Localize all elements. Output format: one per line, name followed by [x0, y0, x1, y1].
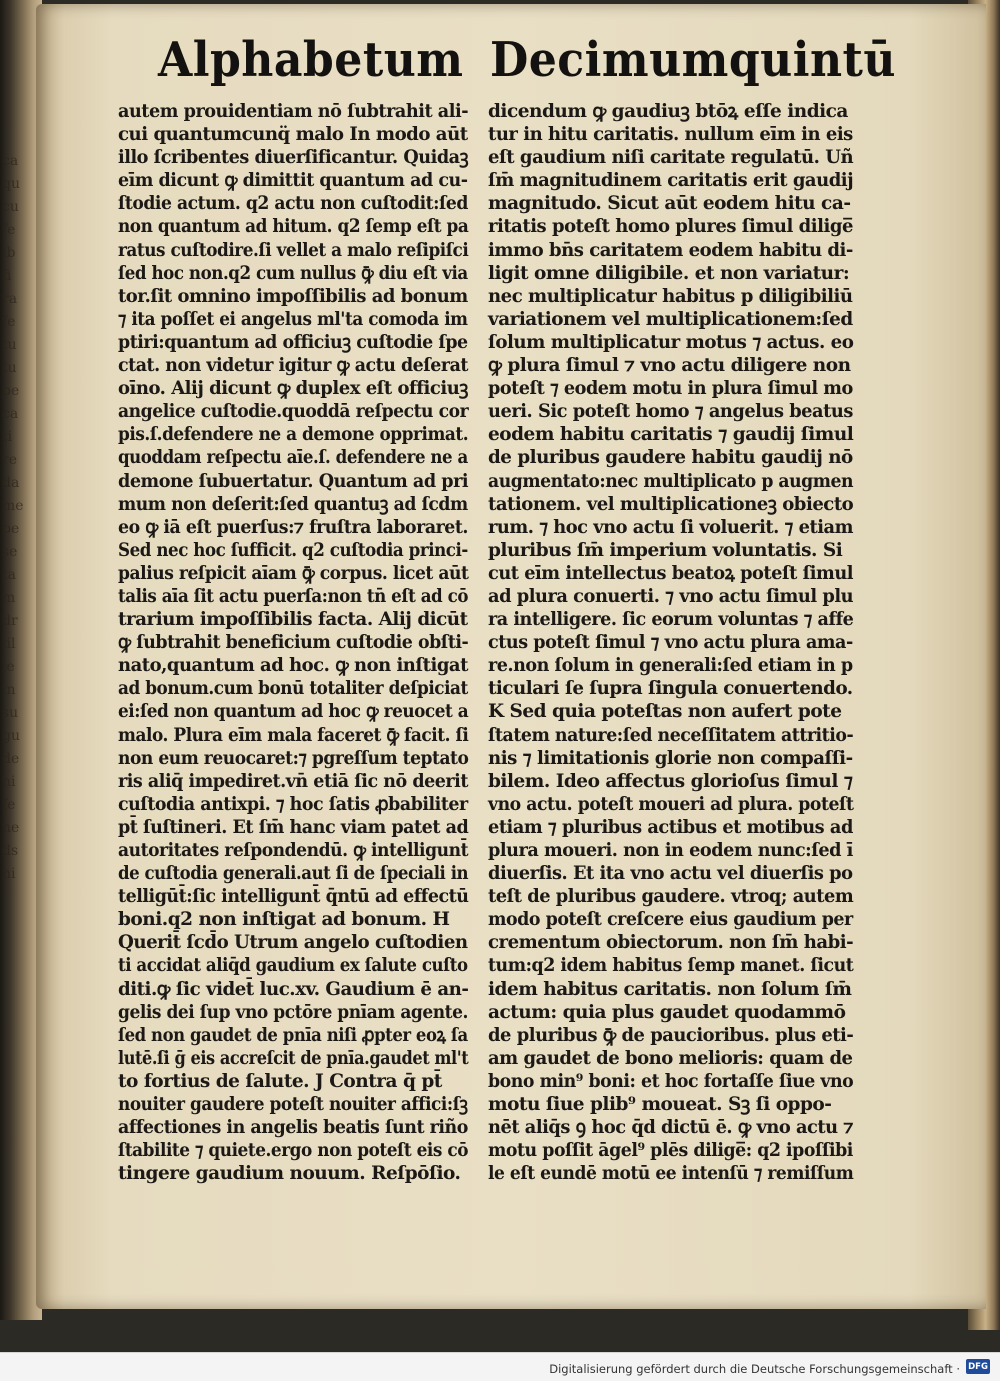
funding-credit: Digitalisierung gefördert durch die Deutsche Forschungsgemeinschaft · — [549, 1362, 960, 1376]
fore-edge-fragment: fi — [2, 268, 12, 284]
text-line: ad plura conuerti. ⁊ vno actu ſimul plu — [488, 585, 854, 607]
text-line: ad bonum.cum bonū totaliter deſpiciat — [118, 678, 468, 700]
text-line: tingere gaudium nouum. Reſpōſio. — [118, 1163, 461, 1185]
text-line: modo poteſt creſcere eius gaudium per — [488, 909, 853, 931]
text-line: ſed non gaudet de pnīa niſi ꝓpter eoꝝ ſa — [118, 1024, 468, 1046]
text-line: nato,quantum ad hoc. ꝙ non inſtigat — [118, 655, 468, 677]
text-line: variationem vel multiplicationem:ſed — [488, 308, 853, 330]
text-line: ⁊ ita poſſet ei angelus ml'ta comoda im — [118, 308, 468, 330]
text-line: nouiter gaudere poteſt nouiter affici:ſꝫ — [118, 1094, 468, 1116]
text-line: de pluribus gaudere habitu gaudij nō — [488, 447, 853, 469]
text-line: teſt de pluribus gaudere. vtroq; autem — [488, 886, 854, 908]
text-line: crementum obiectorum. non ſm̄ habi- — [488, 932, 854, 954]
fore-edge-fragment: be — [2, 521, 20, 537]
text-line: diti.ꝙ ſic videt̄ luc.xv. Gaudium ē an- — [118, 978, 469, 1000]
fore-edge-fragment: m — [2, 590, 16, 606]
fore-edge-fragment: me — [2, 498, 24, 514]
fore-edge-fragment: qu — [2, 176, 20, 192]
text-line: eo ꝙ iā eſt puerſus:⁊ fruſtra laboraret. — [118, 516, 468, 538]
text-line: nēt aliq̄s ꝯ hoc q̄d dictū ē. ꝙ vno actu ⁊ — [488, 1117, 854, 1139]
text-line: ſtatem nature:ſed neceſſitatem attritio- — [488, 724, 854, 746]
text-line: ſm̄ magnitudinem caritatis erit gaudij — [488, 170, 854, 192]
running-head-right: Decimumquintū — [490, 32, 896, 88]
fore-edge-fragment: ib — [2, 245, 16, 261]
text-line: motu ſiue plib⁹ moueat. Sꝫ ſi oppo- — [488, 1094, 832, 1116]
text-line: vno actu. poteſt moueri ad plura. poteſt — [488, 793, 854, 815]
text-line: tum:q2 idem habitus ſemp manet. ſicut — [488, 955, 854, 977]
text-line: cui quantumcunq̈ malo In modo aūt — [118, 124, 468, 146]
text-line: eſt gaudium niſi caritate regulatū. Uñ — [488, 147, 854, 169]
text-line: bono min⁹ boni: et hoc fortaſſe ſiue vno — [488, 1070, 854, 1092]
text-line: malo. Plura eīm mala faceret ꝙ̄ facit. ſi — [118, 724, 469, 746]
fore-edge-fragment: se — [2, 544, 18, 560]
fore-edge-fragment: gu — [2, 728, 20, 744]
dfg-logo: DFG — [966, 1359, 990, 1374]
text-line: de pluribus ꝙ̄ de paucioribus. plus eti- — [488, 1024, 854, 1046]
text-line: affectiones in angelis beatis ſunt riño — [118, 1117, 468, 1139]
fore-edge-fragment: dr — [2, 613, 18, 629]
fore-edge-fragment: fe — [2, 222, 16, 238]
text-column-right — [488, 100, 853, 1185]
fore-edge-fragment: in — [2, 682, 16, 698]
text-line: ꝙ ſubtrahit beneficium cuſtodie obſti- — [118, 632, 469, 654]
text-line: angelice cuſtodie.quoddā reſpectu cor — [118, 401, 469, 423]
text-line: etiam ⁊ pluribus actibus et motibus ad — [488, 816, 853, 838]
fore-edge-fragment: le — [2, 659, 15, 675]
text-line: motu poſſit āgel⁹ plēs dilige̅: q2 ipoſſibi — [488, 1140, 853, 1162]
text-line: plura moueri. non in eodem nunc:ſed ī — [488, 840, 853, 861]
text-line: gelis dei ſup vno pctōre pnīam agente. — [118, 1001, 468, 1023]
fore-edge-fragment: su — [2, 705, 19, 721]
fore-edge-fragment: lil — [2, 636, 16, 652]
fore-edge-fragment: ds — [2, 843, 19, 859]
text-line: actum: quia plus gaudet quodammō — [488, 1001, 846, 1023]
text-line: ritatis poteſt homo plures ſimul dilige̅ — [488, 216, 853, 238]
text-line: ra intelligere. ſic eorum voluntas ⁊ affe — [488, 609, 854, 631]
text-line: dicendum ꝙ gaudiuꝫ btōꝝ eſſe indica — [488, 101, 848, 122]
fore-edge-fragment: ca — [2, 406, 19, 422]
text-line: non eum reuocaret:⁊ pgreſſum teptato — [118, 747, 469, 769]
fore-edge-fragment: cu — [2, 199, 19, 215]
text-line: eīm dicunt ꝙ dimittit quantum ad cu- — [118, 170, 468, 192]
text-line: ris aliq̄ impediret.vn̄ etiā ſic nō deerit — [118, 770, 468, 792]
text-line: ctat. non videtur igitur ꝙ actu deſerat — [118, 355, 468, 377]
fore-edge-fragment: da — [2, 475, 20, 491]
text-line: autoritates reſpondendū. ꝙ intelligunt̄ — [118, 840, 469, 861]
text-line: nis ⁊ limitationis glorie non compaſſi- — [488, 747, 853, 769]
text-line: ſed hoc non.q2 cum nullus ꝙ̄ diu eſt via — [118, 262, 468, 284]
text-line: palius reſpicit aīam ꝙ̄ corpus. licet aūt — [118, 562, 469, 584]
text-line: tationem. vel multiplicationeꝫ obiecto — [488, 493, 854, 515]
text-line: tor.ſit omnino impoſſibilis ad bonum — [118, 285, 468, 307]
text-line: immo bn̄s caritatem eodem habitu di- — [488, 239, 853, 261]
fore-edge-fragment: re — [2, 452, 17, 468]
fore-edge-fragment: ca — [2, 153, 19, 169]
fore-edge-fragments — [2, 150, 38, 1050]
text-line: Querit̄ ſcd̄o Utrum angelo cuſtodien — [118, 932, 468, 954]
text-line: mum non deſerit:ſed quantuꝫ ad ſcdm — [118, 493, 468, 515]
text-line: oīno. Alij dicunt ꝙ duplex eſt officiuꝫ — [118, 378, 468, 400]
text-line: bilem. Ideo affectus glorioſus ſimul ⁊ — [488, 770, 853, 792]
text-line: poteſt ⁊ eodem motu in plura ſimul mo — [488, 378, 853, 400]
text-line: diuerſis. Et ita vno actu vel diuerſis po — [488, 863, 853, 885]
text-line: non quantum ad hitum. q2 ſemp eſt pa — [118, 216, 469, 238]
text-line: ratus cuſtodire.ſi vellet a malo reſipiſci — [118, 239, 469, 261]
text-line: pt̄ ſuſtineri. Et ſm̄ hanc viam patet ad — [118, 816, 469, 838]
fore-edge-fragment: ta — [2, 567, 16, 583]
text-line: K Sed quia poteſtas non aufert pote — [488, 701, 842, 723]
text-line: ptiri:quantum ad officiuꝫ cuſtodie ſpe — [118, 331, 468, 353]
text-line: nec multiplicatur habitus p diligibiliū — [488, 285, 853, 307]
text-line: ſolum multiplicatur motus ⁊ actus. eo — [488, 331, 854, 353]
text-line: trarium impoſſibilis facta. Alij dicūt — [118, 609, 468, 631]
fore-edge-fragment: ne — [2, 820, 20, 836]
text-line: boni.q2 non inſtigat ad bonum. H — [118, 909, 450, 931]
text-line: de cuſtodia generali.aut ſi de ſpeciali in — [118, 863, 469, 885]
fore-edge-fragment: ra — [2, 291, 18, 307]
text-line: cut eīm intellectus beatoꝝ poteſt ſimul — [488, 562, 854, 584]
text-line: le eſt eundē motū ee intenſū ⁊ remiſſum — [488, 1163, 854, 1185]
text-line: idem habitus caritatis. non ſolum ſm̄ — [488, 978, 852, 1000]
text-line: magnitudo. Sicut aūt eodem hitu ca- — [488, 193, 851, 215]
fore-edge-fragment: de — [2, 751, 20, 767]
text-line: ꝙ plura ſimul ⁊ vno actu diligere non — [488, 355, 851, 377]
text-line: quoddam reſpectu aīe.ſ. defendere ne a — [118, 447, 468, 469]
text-line: ueri. Sic poteſt homo ⁊ angelus beatus — [488, 401, 853, 423]
text-line: to fortius de ſalute. J Contra q̄ pt̄ — [118, 1070, 442, 1092]
text-line: cuſtodia antixpi. ⁊ hoc ſatis ꝓbabiliter — [118, 793, 468, 815]
text-line: lutē.ſi ḡ eis accreſcit de pnīa.gaudet ml't — [118, 1047, 469, 1069]
text-line: eodem habitu caritatis ⁊ gaudij ſimul — [488, 424, 854, 446]
text-line: Sed nec hoc ſufficit. q2 cuſtodia princi- — [118, 539, 468, 561]
text-line: autem prouidentiam nō ſubtrahit ali- — [118, 101, 469, 122]
text-line: talis aīa ſit actu puerſa:non tn̄ eſt ad cō — [118, 585, 469, 607]
fore-edge-fragment: tu — [2, 337, 17, 353]
text-line: telligūt̄:ſic intelligunt̄ q̄ntū ad effectū — [118, 886, 469, 908]
fore-edge-fragment: ni — [2, 774, 16, 790]
fore-edge-fragment: ni — [2, 866, 16, 882]
text-line: demone ſubuertatur. Quantum ad pri — [118, 470, 469, 492]
text-line: augmentato:nec multiplicato p augmen — [488, 470, 854, 492]
fore-edge-fragment: pe — [2, 383, 20, 399]
text-line: ſtodie actum. q2 actu non cuſtodit:ſed — [118, 193, 468, 215]
fore-edge-fragment: fe — [2, 797, 16, 813]
running-head-left: Alphabetum — [158, 32, 464, 88]
text-line: tur in hitu caritatis. nullum eīm in eis — [488, 124, 853, 146]
text-column-left — [118, 100, 468, 1185]
text-line: ligit omne diligibile. et non variatur: — [488, 262, 850, 284]
text-line: am gaudet de bono melioris: quam de — [488, 1047, 853, 1069]
text-line: pluribus ſm̄ imperium voluntatis. Si — [488, 539, 843, 561]
text-line: ti accidat aliq̄d gaudium ex ſalute cuſto — [118, 955, 468, 977]
fore-edge-fragment: fe — [2, 314, 16, 330]
text-line: rum. ⁊ hoc vno actu ſi voluerit. ⁊ etiam — [488, 516, 853, 538]
text-line: ctus poteſt ſimul ⁊ vno actu plura ama- — [488, 632, 853, 654]
text-line: ei:ſed non quantum ad hoc ꝙ reuocet a — [118, 701, 469, 723]
text-line: re.non ſolum in generali:ſed etiam in p — [488, 655, 853, 677]
fore-edge-fragment: tu — [2, 360, 17, 376]
text-line: illo ſcribentes diuerſificantur. Quidaꝫ — [118, 147, 469, 169]
text-line: ſtabilite ⁊ quiete.ergo non poteſt eis cō — [118, 1140, 469, 1162]
fore-edge-fragment: ti — [2, 429, 13, 445]
text-line: pis.ſ.defendere ne a demone opprimat. — [118, 424, 469, 446]
text-line: ticulari ſe ſupra ſingula conuertendo. — [488, 678, 853, 700]
